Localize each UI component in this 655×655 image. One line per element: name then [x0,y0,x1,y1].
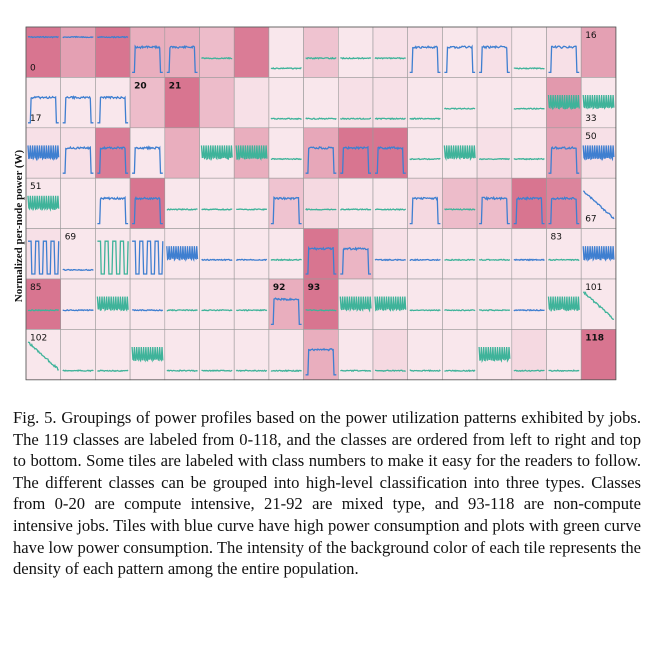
power-tile [165,279,200,329]
tile-background [234,229,269,279]
power-tile [130,329,165,379]
power-tile [338,329,373,379]
tile-class-label: 17 [30,113,42,124]
tile-background [130,279,165,329]
power-tile [269,128,304,178]
low-power-curve [28,310,59,311]
tile-background [304,77,339,127]
power-tile [338,178,373,228]
low-power-curve [410,118,441,119]
power-tile [338,128,373,178]
tile-class-label: 33 [585,113,597,124]
tile-background [95,329,130,379]
tile-class-label: 16 [585,31,597,41]
tile-background [442,77,477,127]
power-tile [304,229,339,279]
power-tile [373,279,408,329]
tile-background [408,128,443,178]
tile-background [442,178,477,228]
power-tile [512,128,547,178]
tile-background [512,27,547,77]
power-tile [442,77,477,127]
power-tile [200,279,235,329]
power-tile [165,229,200,279]
power-tile [373,329,408,379]
power-tile [130,27,165,77]
power-tile [165,329,200,379]
power-tile [304,128,339,178]
tile-background [304,178,339,228]
tile-class-label: 101 [585,283,603,293]
power-tile [234,27,269,77]
low-power-curve [410,310,441,311]
power-tile [234,279,269,329]
low-power-curve [479,259,510,260]
power-tile [408,128,443,178]
power-tile [130,229,165,279]
high-power-curve [97,37,128,38]
power-tile [234,128,269,178]
tile-class-label: 118 [585,333,604,344]
power-tile [95,229,130,279]
power-tile [547,329,582,379]
power-tile [442,128,477,178]
tile-background [61,178,96,228]
tile-background [373,329,408,379]
power-tile [547,128,582,178]
power-tile [408,329,443,379]
tile-background [338,329,373,379]
tile-background [200,27,235,77]
low-power-curve [236,310,267,311]
power-tile [95,27,130,77]
tile-background [165,128,200,178]
power-tile [234,77,269,127]
high-power-curve [410,259,441,260]
tile-background [442,279,477,329]
power-tile [338,77,373,127]
power-tile [408,279,443,329]
power-tile [338,229,373,279]
tile-background [234,279,269,329]
tile-class-label: 51 [30,182,42,193]
power-tile [373,77,408,127]
power-tile [547,77,582,127]
low-power-curve [444,310,475,311]
tile-class-label: 21 [168,81,182,92]
power-tile [408,229,443,279]
power-tile [477,27,512,77]
tile-background [408,77,443,127]
tile-background [373,77,408,127]
power-tile [234,229,269,279]
tile-background [408,329,443,379]
low-power-curve [63,370,94,371]
low-power-curve [375,209,406,210]
power-tile [512,229,547,279]
power-tile [61,128,96,178]
tile-background [512,77,547,127]
power-tile [61,77,96,127]
tile-background [373,229,408,279]
low-power-curve [340,58,371,59]
low-power-curve [549,259,580,260]
power-tile [442,178,477,228]
tile-background [408,229,443,279]
power-tile [477,77,512,127]
low-power-curve [202,209,233,210]
power-tile [408,77,443,127]
high-power-curve [28,37,59,38]
tile-background [234,329,269,379]
power-tile [95,128,130,178]
power-tile [408,27,443,77]
tile-background [477,279,512,329]
tile-class-label: 83 [550,232,562,243]
power-tile [234,329,269,379]
power-tile [200,27,235,77]
low-power-curve [479,159,510,160]
tile-background [442,229,477,279]
power-tile [512,27,547,77]
low-power-curve [514,159,545,160]
low-power-curve [167,209,198,210]
low-power-curve [340,370,371,371]
power-tile [512,329,547,379]
tile-background [61,27,96,77]
power-tile [442,279,477,329]
power-tile [234,178,269,228]
power-tile [373,27,408,77]
tile-background [165,279,200,329]
tile-background [477,128,512,178]
power-tile [304,27,339,77]
tile-class-label: 0 [30,63,36,74]
power-tile [373,178,408,228]
tile-background [338,77,373,127]
power-tile [477,178,512,228]
tile-background [269,128,304,178]
tile-background [512,128,547,178]
tile-background [234,77,269,127]
power-tile [512,279,547,329]
tile-background [61,329,96,379]
tile-background [338,178,373,228]
high-power-curve [514,310,545,311]
tile-background [234,178,269,228]
tile-background [200,329,235,379]
low-power-curve [97,370,128,371]
tile-background [304,27,339,77]
power-tile [200,77,235,127]
low-power-curve [410,159,441,160]
power-tile [165,178,200,228]
low-power-curve [167,370,198,371]
tile-background [200,178,235,228]
high-power-curve [236,259,267,260]
tile-class-label: 102 [30,333,48,344]
tile-class-label: 50 [585,131,597,142]
tile-background [234,27,269,77]
high-power-curve [202,259,233,260]
low-power-curve [444,209,475,210]
tile-background [269,329,304,379]
power-tile [200,229,235,279]
low-power-curve [375,58,406,59]
power-tile [373,229,408,279]
low-power-curve [340,118,371,119]
low-power-curve [236,370,267,371]
power-tile [95,178,130,228]
power-tile [581,229,616,279]
power-tile [477,229,512,279]
tile-background [477,77,512,127]
power-tile [442,27,477,77]
power-tile [547,27,582,77]
power-tile [26,128,61,178]
tile-class-label: 92 [272,283,286,293]
power-tile [200,128,235,178]
tile-background [512,279,547,329]
power-tile [269,229,304,279]
power-tile [338,27,373,77]
low-power-curve [271,118,302,119]
tile-background [373,178,408,228]
low-power-curve [410,370,441,371]
figure-caption: Fig. 5. Groupings of power profiles based on the power utilization patterns exhibited by jobs. The 119 classes are labeled from 0-118, and the classes are ordered from left to right and top to bottom. Some tiles are labeled with class numbers to make it easy for the readers to follow. The different classes can be grouped into high-level classification into three types. Classes from 0-20 are compute intensive, 21-92 are mixed type, and 93-118 are non-compute intensive jobs. Tiles with blue curve have high power consumption and plots with green curve have low power consumption. The intensity of the background color of each tile represents the density of each pattern among the entire population. [13,408,641,579]
power-tile [373,128,408,178]
high-power-curve [63,269,94,270]
tile-background [547,329,582,379]
power-tile [269,329,304,379]
power-tile [442,329,477,379]
power-tile [304,329,339,379]
low-power-curve [514,370,545,371]
power-tile [477,128,512,178]
power-tile [130,128,165,178]
power-tile [547,279,582,329]
tile-background [165,178,200,228]
power-tile [547,178,582,228]
tile-background [61,279,96,329]
power-tile [269,178,304,228]
power-tile [95,279,130,329]
high-power-curve [63,310,94,311]
tile-background [200,229,235,279]
low-power-curve [167,310,198,311]
low-power-curve [271,159,302,160]
power-tile [304,178,339,228]
power-tile [95,77,130,127]
power-tile [130,178,165,228]
low-power-curve [444,370,475,371]
tile-background [408,279,443,329]
power-tile [130,279,165,329]
power-tile [26,229,61,279]
high-power-curve [375,259,406,260]
power-tile [61,279,96,329]
power-tile [61,178,96,228]
y-axis-label: Normalized per-node power (W) [13,149,25,303]
tile-class-label: 85 [30,283,42,293]
tile-background [442,329,477,379]
power-tile [338,279,373,329]
power-tile [304,77,339,127]
tile-class-label: 20 [134,81,147,92]
power-tile [165,27,200,77]
power-tile [477,329,512,379]
tile-background [200,77,235,127]
tile-class-label: 69 [64,232,77,243]
power-tile [512,77,547,127]
tile-class-label: 67 [585,214,597,225]
power-tile [95,329,130,379]
tile-background [95,27,130,77]
power-tile [165,128,200,178]
low-power-curve [271,259,302,260]
tile-background [338,27,373,77]
low-power-curve [306,58,337,59]
tile-background [512,229,547,279]
low-power-curve [514,108,545,109]
power-tile [477,279,512,329]
power-tile [269,27,304,77]
power-tile [442,229,477,279]
power-tile [200,329,235,379]
low-power-curve [549,370,580,371]
power-tile [61,27,96,77]
low-power-curve [444,259,475,260]
tile-background [373,27,408,77]
tile-background [269,27,304,77]
tile-background [477,229,512,279]
tile-background [165,329,200,379]
power-tile [408,178,443,228]
low-power-curve [202,370,233,371]
low-power-curve [479,310,510,311]
high-power-curve [514,259,545,260]
power-tile [61,329,96,379]
power-tile [269,77,304,127]
low-power-curve [271,68,302,69]
tile-background [269,77,304,127]
low-power-curve [202,310,233,311]
tile-background [200,279,235,329]
tile-class-label: 93 [307,283,321,293]
tile-background [269,229,304,279]
tile-background [512,329,547,379]
low-power-curve [375,118,406,119]
low-power-curve [271,370,302,371]
power-tile [200,178,235,228]
power-tile [512,178,547,228]
